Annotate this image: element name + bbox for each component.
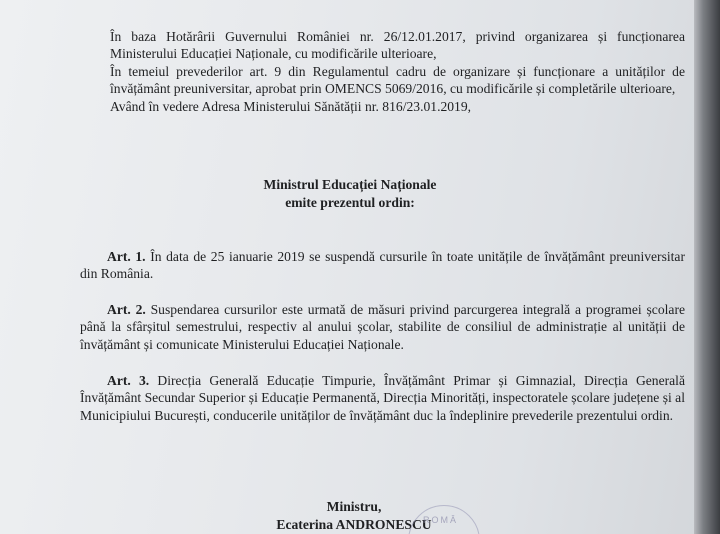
background-edge — [694, 0, 720, 534]
signature-name: Ecaterina ANDRONESCU — [276, 517, 432, 532]
article-2-text: Suspendarea cursurilor este urmată de măsuri privind parcurgerea integrală a programei școlare până la sfârșitul semestrului, respectiv al anului școlar, stabilite de consiliul de administrație al unității de învățământ și comunicate Ministerului Educației Naționale. — [80, 302, 685, 352]
preamble-paragraph-3: Având în vedere Adresa Ministerului Sănătății nr. 816/23.01.2019, — [110, 99, 472, 114]
article-3 — [80, 372, 685, 424]
article-1-label: Art. 1. — [107, 249, 146, 264]
preamble-paragraph-1: În baza Hotărârii Guvernului României nr. 26/12.01.2017, privind organizarea și funcționarea Ministerului Educației Naționale, cu modificările ulterioare, — [110, 29, 685, 62]
issuer-title: Ministrul Educației Naționale — [263, 177, 437, 192]
article-3-label: Art. 3. — [107, 373, 150, 388]
article-1-text: În data de 25 ianuarie 2019 se suspendă cursurile în toate unitățile de învățământ preuniversitar din România. — [80, 249, 685, 282]
article-3-text: Direcția Generală Educație Timpurie, Învățământ Primar și Gimnazial, Direcția Generală Învățământ Secundar Superior și Educație Permanentă, Direcția Minorități, inspectoratele școlare județene și al Municipiului București, conducerile unităților de învățământ duc la îndeplinire prevederile prezentului ordin. — [80, 373, 685, 423]
article-2 — [80, 301, 685, 353]
article-2-label: Art. 2. — [107, 302, 146, 317]
article-1 — [80, 248, 685, 283]
signature-title: Ministru, — [326, 499, 382, 514]
issuer-subtitle: emite prezentul ordin: — [285, 195, 415, 210]
stamp-text: ROMÂ — [423, 515, 458, 525]
preamble-paragraph-2: În temeiul prevederilor art. 9 din Regulamentul cadru de organizare și funcționare a unităților de învățământ preuniversitar, aprobat prin OMENCS 5069/2016, cu modificările și completările ulterioare, — [110, 64, 685, 97]
